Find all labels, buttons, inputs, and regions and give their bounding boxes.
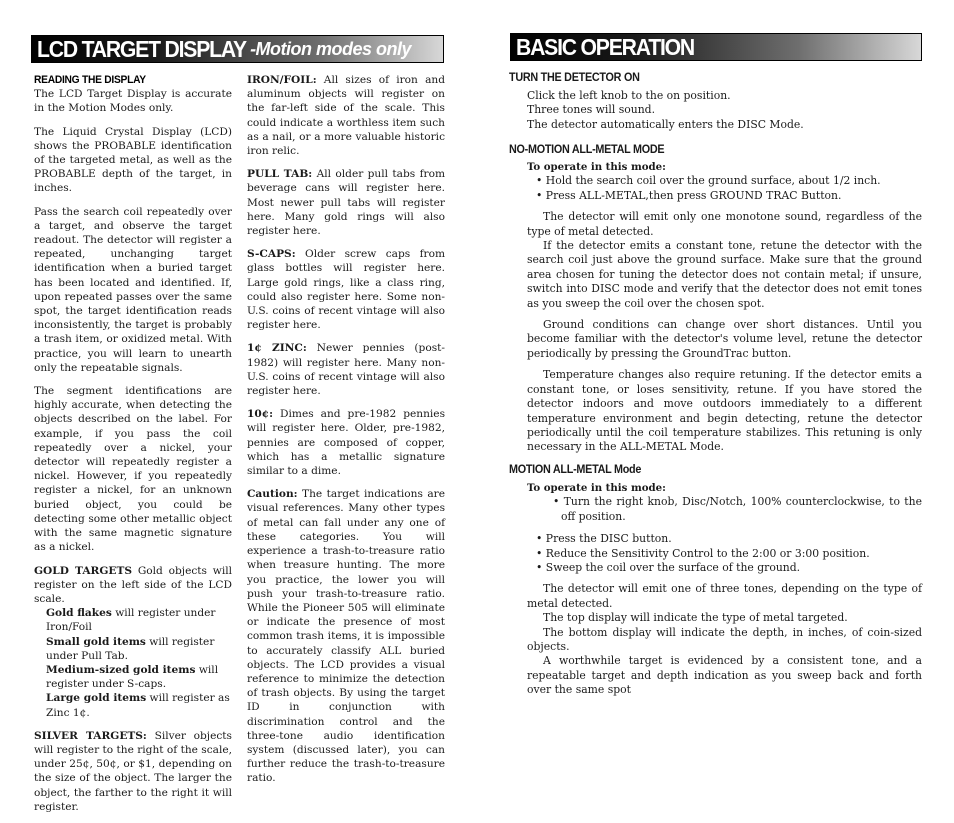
banner-title: BASIC OPERATION bbox=[516, 33, 695, 60]
bullet: • Sweep the coil over the surface of the ground. bbox=[536, 561, 801, 575]
ten-cent-paragraph: 10¢: Dimes and pre-1982 pennies will register here. Older, pre-1982, pennies are composed of copper, which has a metallic signature similar to a dime. bbox=[247, 408, 445, 478]
operate-label: To operate in this mode: bbox=[527, 161, 666, 173]
iron-foil-paragraph: IRON/FOIL: All sizes of iron and aluminum objects will register on the far-left side of the scale. This could indicate a worthless item such as a nail, or a more valuable historic iron relic. bbox=[247, 74, 445, 158]
turn-on-heading: TURN THE DETECTOR ON bbox=[509, 70, 640, 84]
bullet: • Turn the right knob, Disc/Notch, 100% counterclockwise, to the off position. bbox=[553, 495, 922, 523]
silver-targets-label: SILVER TARGETS: bbox=[34, 729, 147, 742]
zinc-paragraph: 1¢ ZINC: Newer pennies (post-1982) will register here. Many non-U.S. coins of recent vintage will also register here. bbox=[247, 342, 445, 398]
paragraph: The LCD Target Display is accurate in the Motion Modes only. bbox=[34, 88, 232, 115]
paragraph: The Liquid Crystal Display (LCD) shows the PROBABLE identification of the targeted metal, as well as the PROBABLE depth of the target, in inches. bbox=[34, 125, 232, 195]
reading-display-heading: READING THE DISPLAY bbox=[34, 74, 146, 86]
lcd-target-display-banner bbox=[31, 35, 444, 63]
gold-item: Large gold items will register as Zinc 1¢. bbox=[46, 692, 230, 719]
basic-operation-banner bbox=[510, 33, 922, 61]
no-motion-heading: NO-MOTION ALL-METAL MODE bbox=[509, 142, 665, 156]
bullet: • Reduce the Sensitivity Control to the 2:00 or 3:00 position. bbox=[536, 546, 870, 560]
gold-item: Gold flakes will register under Iron/Foil bbox=[46, 607, 216, 634]
turn-on-section: Click the left knob to the on position. Three tones will sound. The detector automatically enters the DISC Mode. bbox=[527, 89, 804, 131]
left-column-2 bbox=[247, 73, 445, 795]
motion-section: To operate in this mode: • Turn the right knob, Disc/Notch, 100% counterclockwise, to the off position. • Press the DISC button. • Reduce the Sensitivity Control to the 2:00 or 3:00 position. • Sweep the coil over the surface of the ground. The detector will emit one of three tones, depending on the type of metal detected. The top display will indicate the type of metal targeted. The bottom display will indicate the depth, in inches, of coin-sized objects. A worthwhile target is evidenced by a consistent tone, and a repeatable target and depth indication as you sweep back and forth over the same spot bbox=[527, 482, 922, 697]
paragraph: Pass the search coil repeatedly over a target, and observe the target readout. The detector will register a repeated, unchanging target identification when a buried target has been located and identified. If, upon repeated passes over the same spot, the target identification reads inconsistently, the target is probably a trash item, or oxidized metal. With practice, you will learn to unearth only the repeatable signals. bbox=[34, 205, 232, 374]
operate-label: To operate in this mode: bbox=[527, 482, 666, 494]
motion-heading: MOTION ALL-METAL Mode bbox=[509, 462, 642, 476]
banner-subtitle: -Motion modes only bbox=[250, 38, 412, 59]
bullet: • Press ALL-METAL,then press GROUND TRAC Button. bbox=[536, 188, 842, 202]
silver-targets-paragraph: SILVER TARGETS: Silver objects will register to the right of the scale, under 25¢, 50¢, or $1, depending on the size of the object. The larger the object, the farther to the right it will register. bbox=[34, 729, 232, 813]
s-caps-paragraph: S-CAPS: Older screw caps from glass bottles will register here. Large gold rings, like a class ring, could also register here. Some non-U.S. coins of recent vintage will also register here. bbox=[247, 248, 445, 332]
caution-paragraph: Caution: The target indications are visual references. Many other types of metal can fall under any one of these categories. You will experience a trash-to-treasure ratio when treasure hunting. The more you practice, the lower you will push your trash-to-treasure ratio. While the Pioneer 505 will eliminate or indicate the presence of most common trash items, it is impossible to accurately classify ALL buried objects. The LCD provides a visual reference to minimize the detection of trash objects. By using the target ID in conjunction with discrimination control and the three-tone audio identification system (discussed later), you can further reduce the trash-to-treasure ratio. bbox=[247, 488, 445, 785]
left-column-1 bbox=[34, 73, 232, 823]
pull-tab-paragraph: PULL TAB: All older pull tabs from beverage cans will register here. Most newer pull tabs will register here. Many gold rings will also register here. bbox=[247, 168, 445, 238]
gold-item: Small gold items will register under Pull Tab. bbox=[46, 635, 215, 662]
bullet: • Press the DISC button. bbox=[536, 532, 672, 546]
gold-targets-label: GOLD TARGETS bbox=[34, 564, 133, 577]
paragraph: The segment identifications are highly accurate, when detecting the objects described on the label. For example, if you pass the coil repeatedly over a nickel, your detector will repeatedly register a nickel. However, if you repeatedly register a nickel, for an unknown buried object, you could be detecting some other metallic object with the same magnetic signature as a nickel. bbox=[34, 385, 232, 554]
banner-title: LCD TARGET DISPLAY bbox=[37, 35, 246, 62]
gold-item: Medium-sized gold items will register under S-caps. bbox=[46, 663, 219, 691]
no-motion-section: To operate in this mode: • Hold the search coil over the ground surface, about 1/2 inch. • Press ALL-METAL,then press GROUND TRAC Button. The detector will emit only one monotone sound, regardless of the type of metal detected. If the detector emits a constant tone, retune the detector with the search coil just above the ground surface. Make sure that the ground area chosen for tuning the detector does not contain metal; if unsure, switch into DISC mode and verify that the detector does not emit tones as you sweep the coil over the chosen spot. Ground conditions can change over short distances. Until you become familiar with the detector's volume level, retune the detector periodically by pressing the GroundTrac button. Temperature changes also require retuning. If the detector emits a constant tone, or loses sensitivity, retune. If you have stored the detector indoors and move outdoors immediately to a different temperature environment and begin detecting, retune the detector periodically until the coil temperature stabilizes. This retuning is only necessary in the ALL-METAL Mode. bbox=[527, 161, 922, 454]
gold-targets-paragraph: GOLD TARGETS Gold objects will register on the left side of the LCD scale. bbox=[34, 564, 232, 605]
bullet: • Hold the search coil over the ground surface, about 1/2 inch. bbox=[536, 174, 881, 188]
